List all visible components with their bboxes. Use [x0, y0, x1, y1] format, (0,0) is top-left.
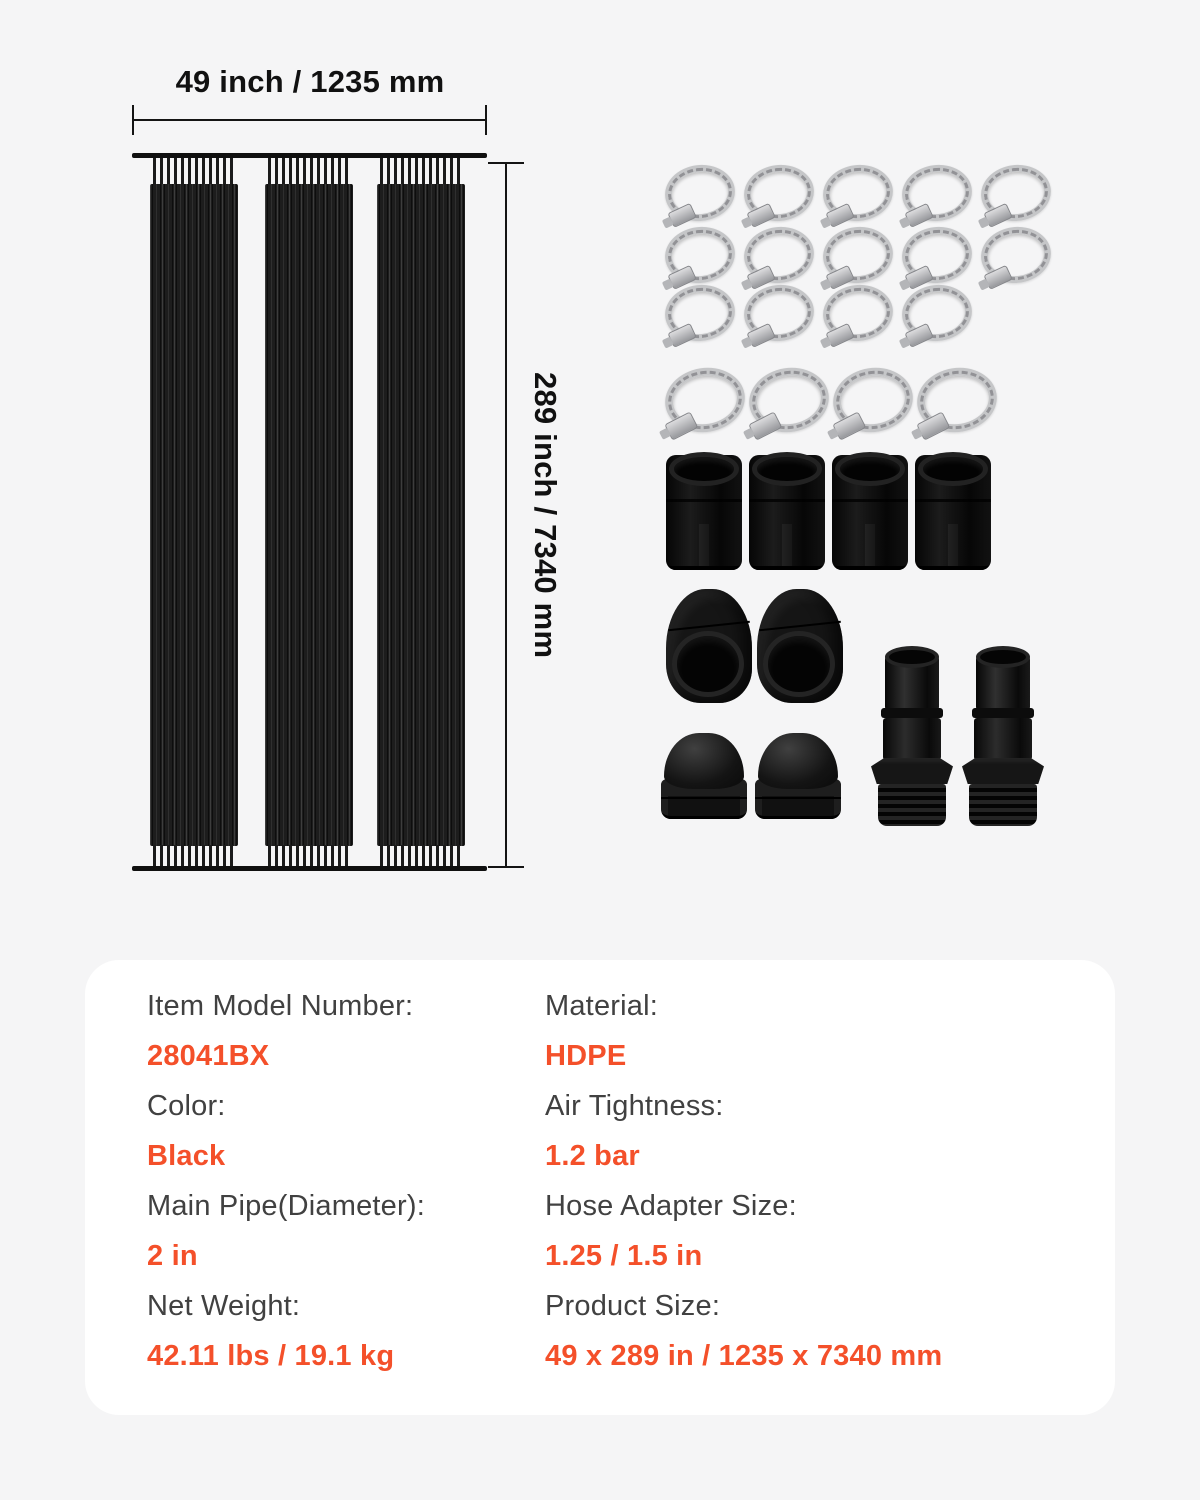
spec-item-model-number: [147, 981, 545, 1081]
dimension-tick: [485, 105, 487, 135]
rubber-coupling: [915, 455, 991, 570]
spec-value: 49 x 289 in / 1235 x 7340 mm: [545, 1340, 943, 1372]
width-dimension-line: [132, 119, 487, 121]
tube-stubs: [153, 845, 235, 866]
spec-item-main-pipe-diameter: [147, 1181, 545, 1281]
spec-card: [85, 960, 1115, 1415]
end-cap: [755, 733, 841, 821]
hose-clamp: [662, 281, 738, 345]
spec-item-material: [545, 981, 1085, 1081]
tube-array: [150, 184, 238, 846]
threaded-hose-adapter: [962, 650, 1044, 828]
spec-value: 42.11 lbs / 19.1 kg: [147, 1340, 395, 1372]
spec-item-net-weight: [147, 1281, 545, 1381]
spec-grid: [147, 981, 1085, 1381]
tube-group: [265, 158, 353, 866]
spec-value: 1.25 / 1.5 in: [545, 1240, 703, 1272]
hose-clamp: [741, 223, 817, 287]
elbow-connector: [666, 589, 752, 703]
tube-stubs: [380, 158, 462, 185]
spec-label: Color:: [147, 1090, 226, 1122]
spec-value: Black: [147, 1140, 226, 1172]
hose-clamp: [820, 281, 896, 345]
tube-array: [377, 184, 465, 846]
rubber-coupling: [832, 455, 908, 570]
tube-array: [265, 184, 353, 846]
hose-clamp: [741, 161, 817, 225]
tube-group: [377, 158, 465, 866]
height-dimension-label: 289 inch / 7340 mm: [528, 371, 563, 659]
hose-clamp: [978, 223, 1054, 287]
panel-bottom-manifold: [132, 866, 487, 871]
spec-value: 28041BX: [147, 1040, 270, 1072]
hose-clamp: [662, 223, 738, 287]
hose-clamp: [820, 161, 896, 225]
hose-clamp: [662, 161, 738, 225]
spec-label: Product Size:: [545, 1290, 721, 1322]
spec-label: Hose Adapter Size:: [545, 1190, 797, 1222]
width-dimension-label: 49 inch / 1235 mm: [175, 64, 445, 99]
hose-clamp: [978, 161, 1054, 225]
dimension-tick: [132, 105, 134, 135]
spec-value: 2 in: [147, 1240, 198, 1272]
hose-clamp-large: [828, 362, 917, 438]
hose-clamp-large: [660, 362, 749, 438]
hose-clamp: [741, 281, 817, 345]
spec-value: 1.2 bar: [545, 1140, 640, 1172]
rubber-coupling: [666, 455, 742, 570]
tube-stubs: [380, 845, 462, 866]
spec-item-air-tightness: [545, 1081, 1085, 1181]
tube-group: [150, 158, 238, 866]
spec-item-hose-adapter-size: [545, 1181, 1085, 1281]
spec-item-color: [147, 1081, 545, 1181]
height-dimension-line: [505, 162, 507, 868]
threaded-hose-adapter: [871, 650, 953, 828]
hose-clamp: [899, 281, 975, 345]
spec-item-product-size: [545, 1281, 1085, 1381]
spec-label: Air Tightness:: [545, 1090, 724, 1122]
hose-clamp: [820, 223, 896, 287]
spec-label: Main Pipe(Diameter):: [147, 1190, 425, 1222]
end-cap: [661, 733, 747, 821]
hose-clamp-large: [912, 362, 1001, 438]
hose-clamp-large: [744, 362, 833, 438]
tube-stubs: [268, 158, 350, 185]
spec-label: Item Model Number:: [147, 990, 414, 1022]
spec-label: Material:: [545, 990, 658, 1022]
spec-label: Net Weight:: [147, 1290, 301, 1322]
tube-stubs: [268, 845, 350, 866]
tube-stubs: [153, 158, 235, 185]
rubber-coupling: [749, 455, 825, 570]
hose-clamp: [899, 161, 975, 225]
hose-clamp: [899, 223, 975, 287]
elbow-connector: [757, 589, 843, 703]
spec-value: HDPE: [545, 1040, 627, 1072]
